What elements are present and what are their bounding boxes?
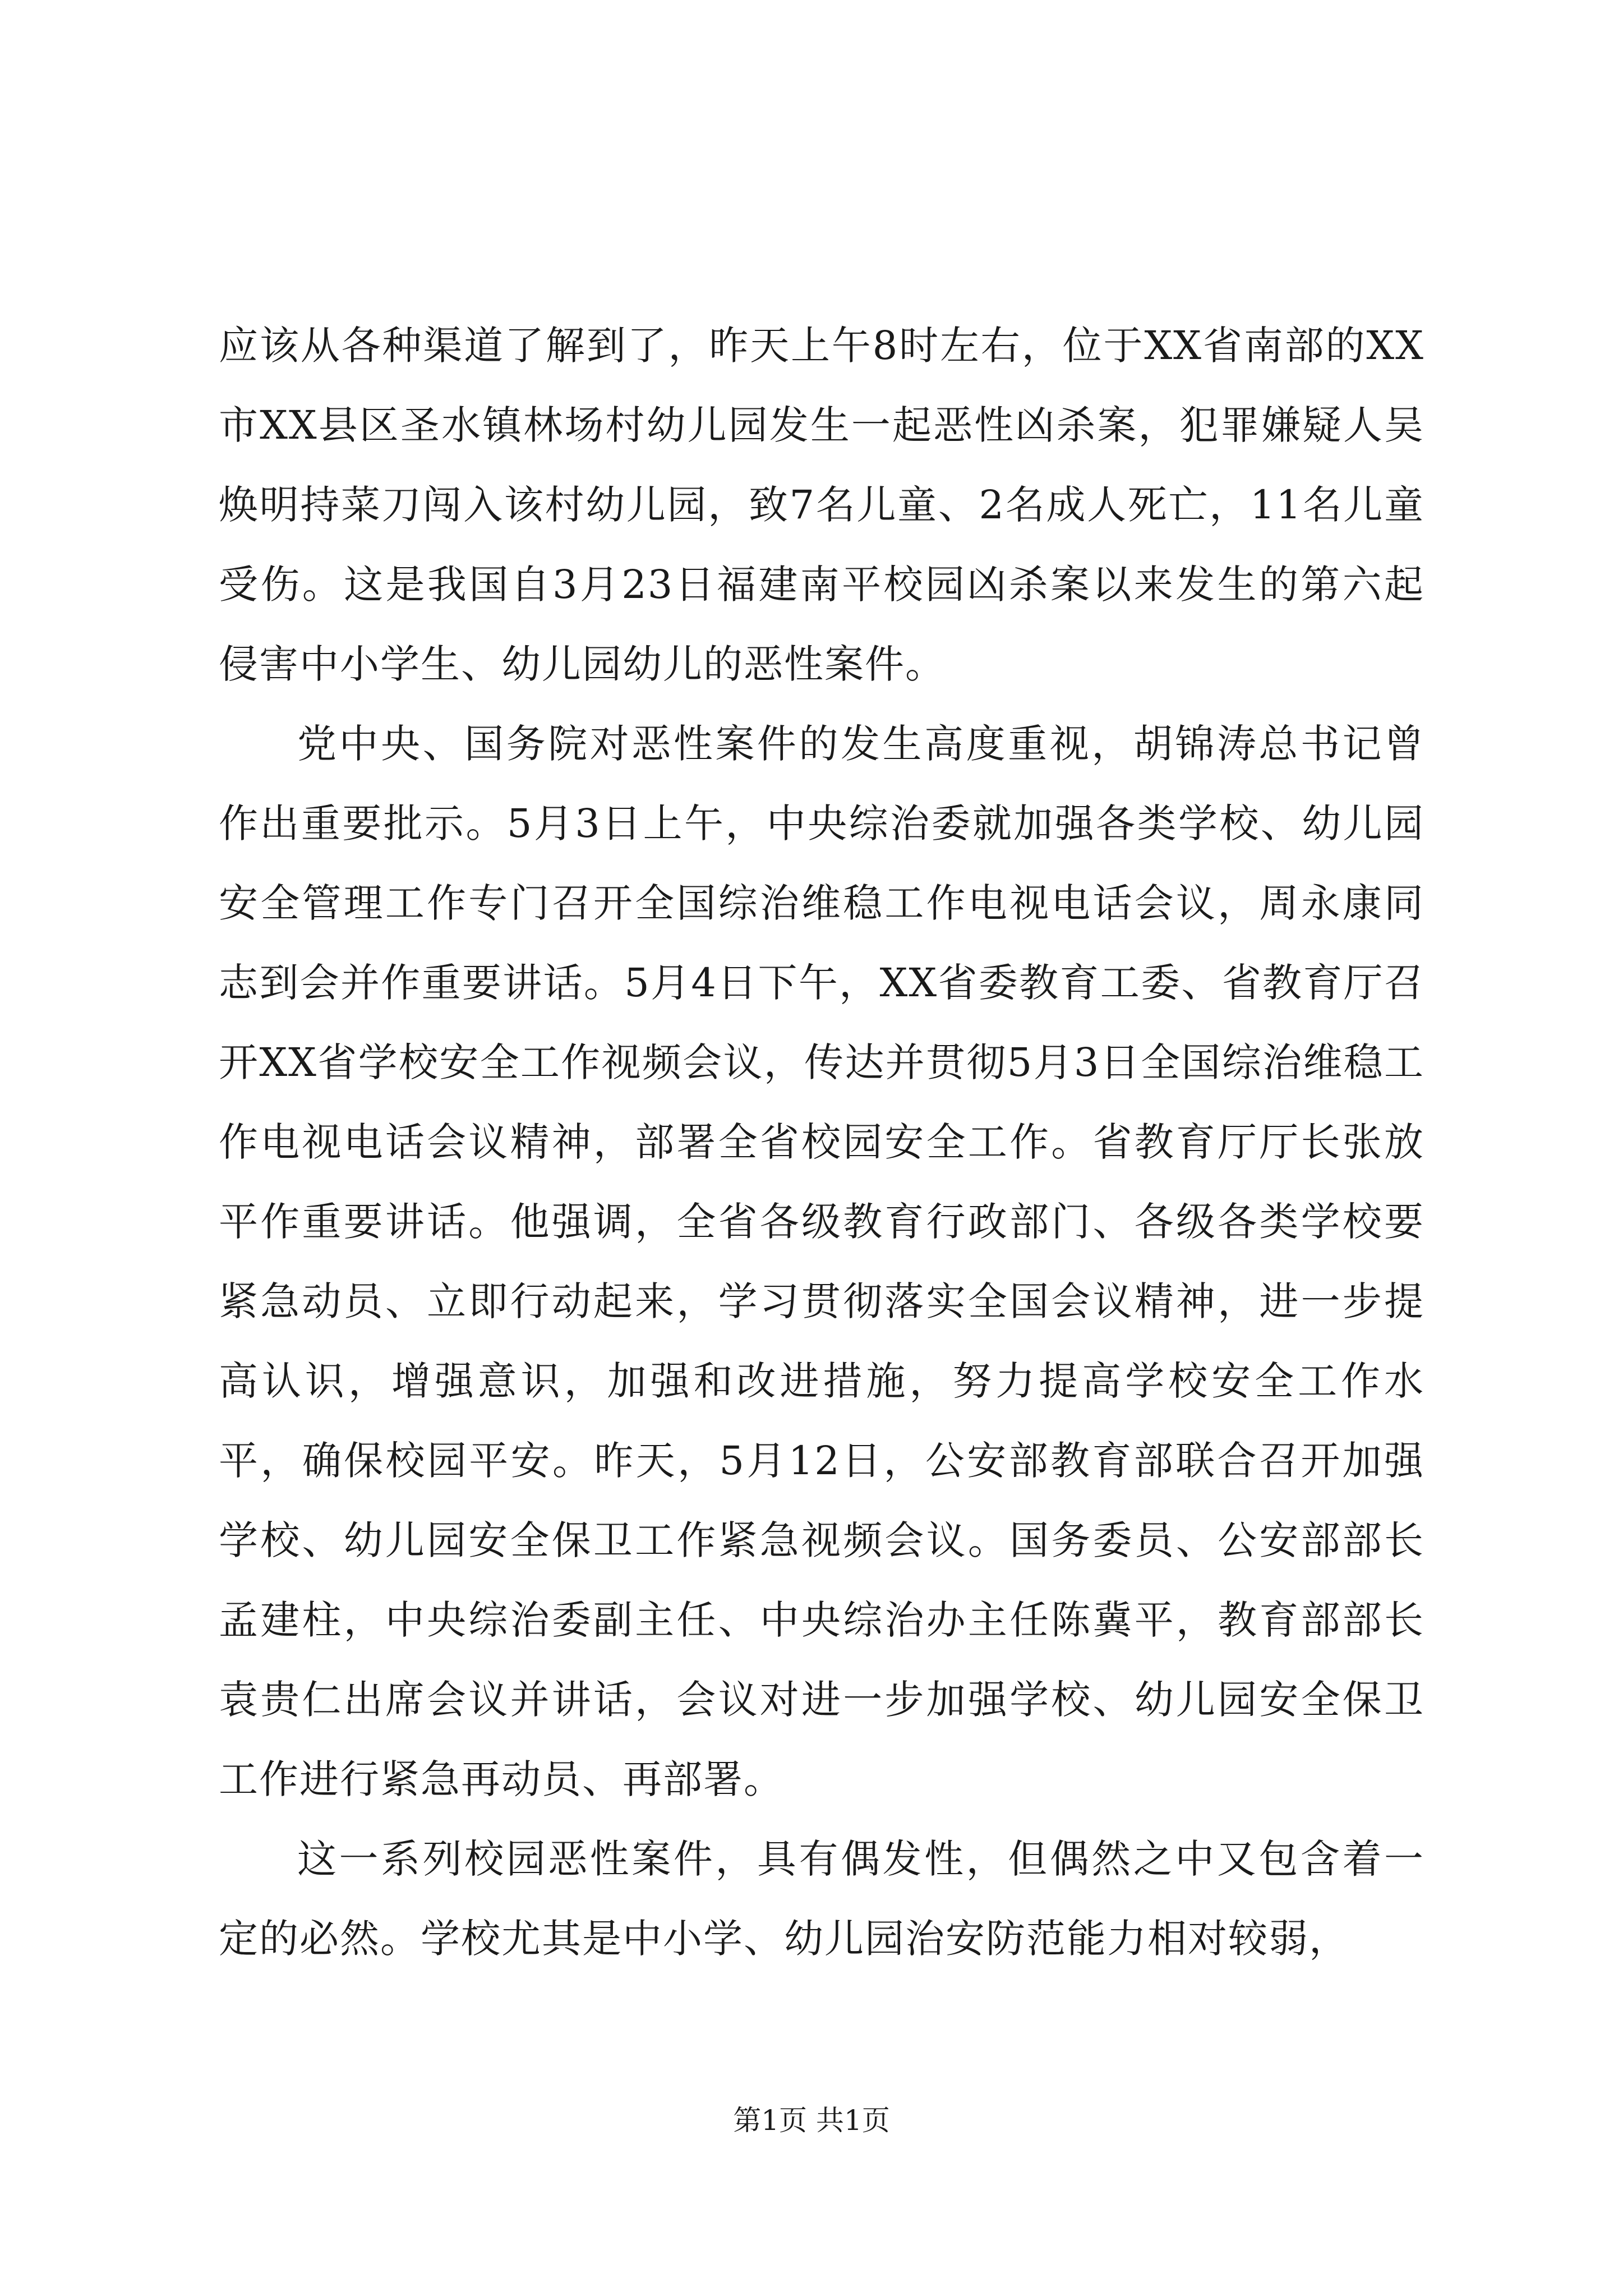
paragraph-2: 党中央、国务院对恶性案件的发生高度重视，胡锦涛总书记曾作出重要批示。5月3日上午，中央综治委就加强各类学校、幼儿园安全管理工作专门召开全国综治维稳工作电视电话会议，周永康同志到会并作重要讲话。5月4日下午，XX省委教育工委、省教育厅召开XX省学校安全工作视频会议，传达并贯彻5月3日全国综治维稳工作电视电话会议精神，部署全省校园安全工作。省教育厅厅长张放平作重要讲话。他强调，全省各级教育行政部门、各级各类学校要紧急动员、立即行动起来，学习贯彻落实全国会议精神，进一步提高认识，增强意识，加强和改进措施，努力提高学校安全工作水平，确保校园平安。昨天，5月12日，公安部教育部联合召开加强学校、幼儿园安全保卫工作紧急视频会议。国务委员、公安部部长孟建柱，中央综治委副主任、中央综治办主任陈冀平，教育部部长袁贵仁出席会议并讲话，会议对进一步加强学校、幼儿园安全保卫工作进行紧急再动员、再部署。 bbox=[219, 721, 1424, 1802]
paragraph-3: 这一系列校园恶性案件，具有偶发性，但偶然之中又包含着一定的必然。学校尤其是中小学、幼儿园治安防范能力相对较弱， bbox=[219, 1836, 1424, 1962]
paragraph-1: 应该从各种渠道了解到了，昨天上午8时左右，位于XX省南部的XX市XX县区圣水镇林场村幼儿园发生一起恶性凶杀案，犯罪嫌疑人吴焕明持菜刀闯入该村幼儿园，致7名儿童、2名成人死亡，11名儿童受伤。这是我国自3月23日福建南平校园凶杀案以来发生的第六起侵害中小学生、幼儿园幼儿的恶性案件。 bbox=[219, 323, 1424, 687]
document-body bbox=[219, 306, 1424, 1978]
page-footer: 第1页 共1页 bbox=[733, 2104, 890, 2137]
